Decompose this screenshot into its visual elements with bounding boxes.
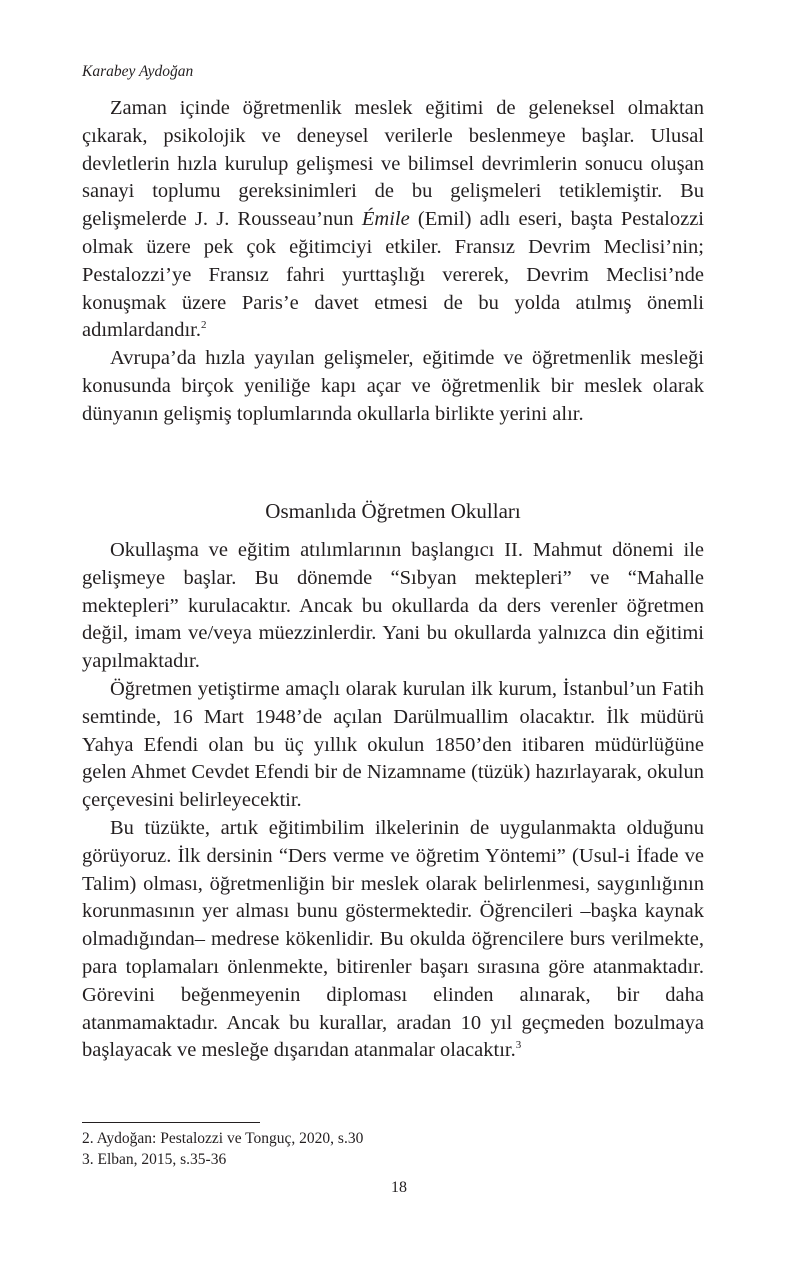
page-number: 18 (391, 1179, 407, 1196)
section-heading: Osmanlıda Öğretmen Okulları (265, 499, 521, 523)
paragraph (82, 815, 704, 1065)
paragraph-text: Bu tüzükte, artık eğitimbilim ilkelerinin de uygulanmakta olduğunu görüyoruz. İlk dersinin “Ders verme ve öğretim Yöntemi” (Usul-i İfade ve Talim) olması, öğretmenliğin bir meslek olarak belirlenmesi, saygınlığının korunmasının yer alması bunu göstermektedir. Öğrencileri –başka kaynak olmadığından– medrese kökenlidir. Bu okulda öğrencilere burs verilmekte, para toplamaları önlenmekte, bitirenler başarı sırasına göre atanmaktadır. Görevini beğenmeyenin diploması elinden alınarak, bir daha atanmamaktadır. Ancak bu kurallar, aradan 10 yıl geçmeden bozulmaya başlayacak ve mesleğe dışarıdan atanmalar olacaktır. (82, 816, 704, 1062)
footnote: 3. Elban, 2015, s.35-36 (82, 1151, 227, 1168)
paragraph (82, 95, 704, 345)
section-1-body (82, 95, 704, 429)
paragraph: Öğretmen yetiştirme amaçlı olarak kurulan ilk kurum, İstanbul’un Fatih semtinde, 16 Mart 1948’de açılan Darülmuallim olacaktır. İlk müdürü Yahya Efendi olan bu üç yıllık okulun 1850’den itibaren müdürlüğüne gelen Ahmet Cevdet Efendi bir de Nizamname (tüzük) hazırlayarak, okulun çerçevesini belirleyecektir. (82, 677, 704, 812)
paragraph-text: Zaman içinde öğretmenlik meslek eğitimi de geleneksel olmaktan çıkarak, psikolojik ve deneysel verilerle beslenmeye başlar. Ulusal devletlerin hızla kurulup gelişmesi ve bilimsel devrimlerin sonucu oluşan sanayi toplumu gereksinimleri de bu gelişmeleri tetiklemiştir. Bu gelişmelerde J. J. Rousseau’nun (82, 97, 704, 231)
paragraph: Okullaşma ve eğitim atılımlarının başlangıcı II. Mahmut dönemi ile gelişmeye başlar. Bu dönemde “Sıbyan mektepleri” ve “Mahalle mektepleri” kurulacaktır. Ancak bu okullarda da ders verenler öğretmen değil, imam ve/veya müezzinlerdir. Yani bu okullarda yalnızca din eğitimi yapılmaktadır. (82, 539, 704, 673)
running-head: Karabey Aydoğan (82, 63, 194, 80)
book-title-italic: Émile (361, 208, 410, 231)
section-2-body (82, 537, 704, 1065)
footnote: 2. Aydoğan: Pestalozzi ve Tonguç, 2020, s.30 (82, 1130, 364, 1147)
footnote-divider (82, 1122, 260, 1123)
footnote-reference: 2 (200, 319, 207, 332)
paragraph-text: (Emil) adlı eseri, başta Pestalozzi olmak üzere pek çok eğitimciyi etkiler. Fransız Devrim Meclisi’nin; Pestalozzi’ye Fransız fahri yurttaşlığı vererek, Devrim Meclisi’nde konuşmak üzere Paris’e davet etmesi de bu yolda atılmış önemli adımlardandır. (82, 208, 705, 342)
paragraph: Avrupa’da hızla yayılan gelişmeler, eğitimde ve öğretmenlik mesleği konusunda birçok yeniliğe kapı açar ve öğretmenlik bir meslek olarak dünyanın gelişmiş toplumlarında okullarla birlikte yerini alır. (82, 347, 704, 425)
footnotes (82, 1128, 704, 1170)
footnote-reference: 3 (515, 1039, 522, 1052)
